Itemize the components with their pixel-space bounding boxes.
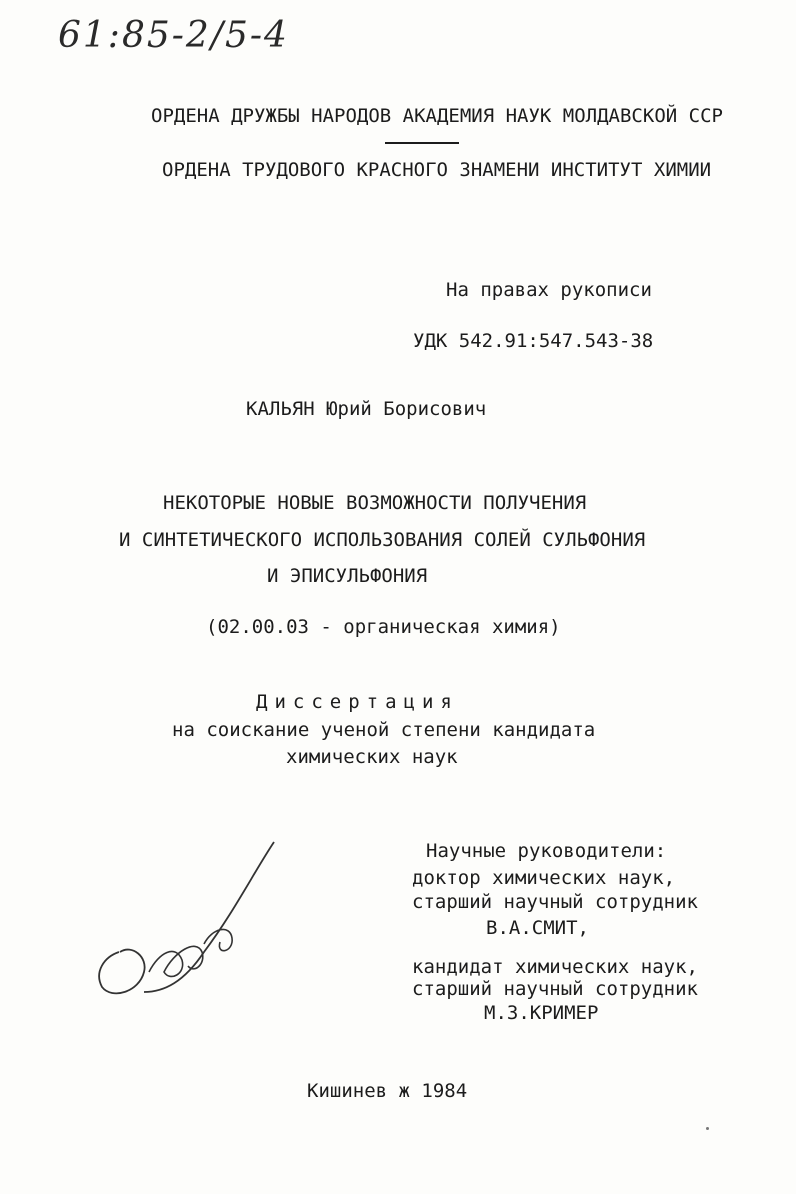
header-divider [385,142,459,144]
title-line-2: И СИНТЕТИЧЕСКОГО ИСПОЛЬЗОВАНИЯ СОЛЕЙ СУЛЬФОНИЯ [119,529,646,551]
author-signature [84,832,284,1002]
dissertation-purpose: на соискание ученой степени кандидата [172,719,596,741]
author-name: КАЛЬЯН Юрий Борисович [246,398,487,420]
supervisor-1-degree: доктор химических наук, [412,867,676,889]
supervisor-1-position: старший научный сотрудник [412,891,698,913]
handwritten-archive-code: 61:85-2/5-4 [58,15,289,56]
place-and-year: Кишинев ж 1984 [307,1080,468,1102]
manuscript-rights-note: На правах рукописи [446,279,652,301]
udc-code: УДК 542.91:547.543-38 [413,330,654,352]
supervisor-2-degree: кандидат химических наук, [412,956,698,978]
org-line-1: ОРДЕНА ДРУЖБЫ НАРОДОВ АКАДЕМИЯ НАУК МОЛДАВСКОЙ ССР [151,105,723,127]
supervisor-2-position: старший научный сотрудник [412,978,698,1000]
dissertation-heading: Диссертация [256,691,459,713]
dissertation-field: химических наук [286,746,458,768]
supervisor-1-name: В.А.СМИТ, [486,917,589,939]
scan-speck [706,1127,709,1130]
title-line-1: НЕКОТОРЫЕ НОВЫЕ ВОЗМОЖНОСТИ ПОЛУЧЕНИЯ [163,492,587,514]
supervisors-heading: Научные руководители: [426,840,667,862]
specialty-code: (02.00.03 - органическая химия) [206,616,561,638]
org-line-2: ОРДЕНА ТРУДОВОГО КРАСНОГО ЗНАМЕНИ ИНСТИТУТ ХИМИИ [162,159,712,181]
supervisor-2-name: М.З.КРИМЕР [484,1002,599,1024]
title-line-3: И ЭПИСУЛЬФОНИЯ [267,565,428,587]
